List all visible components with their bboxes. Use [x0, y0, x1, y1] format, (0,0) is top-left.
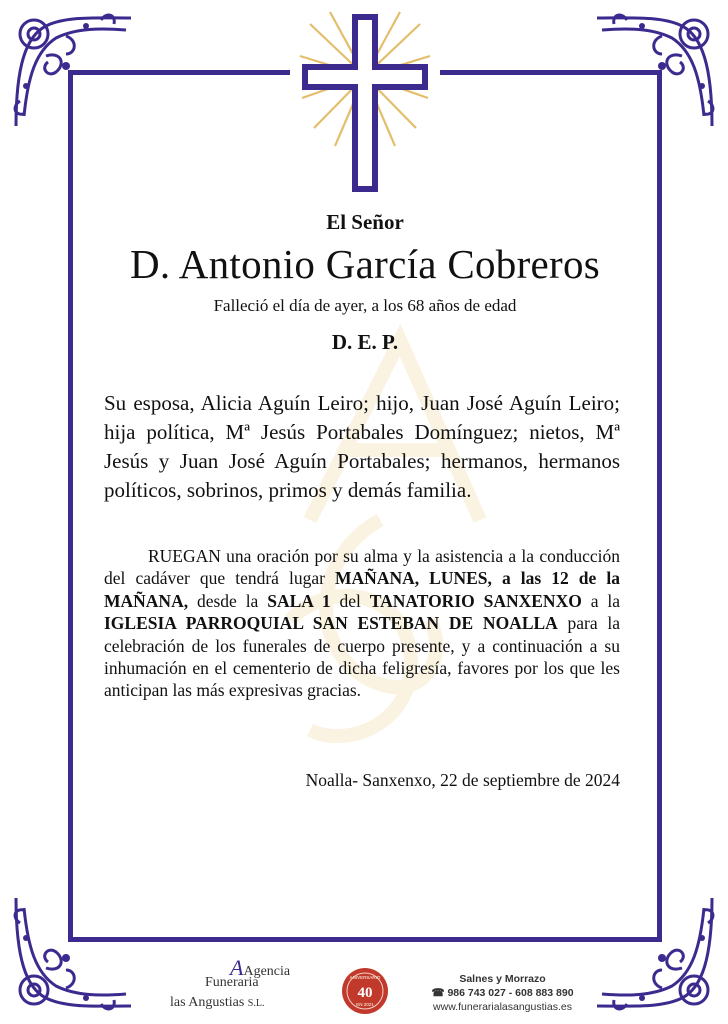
seal-icon: [340, 966, 390, 1016]
title-prefix: El Señor: [326, 210, 404, 234]
death-notice: Falleció el día de ayer, a los 68 años de edad: [213, 296, 517, 315]
contact-website[interactable]: www.funerarialasangustias.es: [433, 1001, 572, 1013]
logo-line-2: Funeraria: [205, 975, 259, 990]
ruegan-text-4: a la: [581, 590, 620, 611]
seal-number: 40: [357, 985, 373, 1001]
ruegan-bold-sala: SALA 1: [267, 590, 331, 611]
place-date: Noalla- Sanxenxo, 22 de septiembre de 2024: [305, 770, 620, 790]
corner-ornament-top-right: [592, 6, 722, 136]
cross-emblem: [290, 6, 440, 196]
cross-icon: [290, 6, 440, 196]
ruegan-bold-iglesia: IGLESIA PARROQUIAL SAN ESTEBAN DE NOALLA: [104, 613, 558, 634]
corner-ornament-bottom-right: [592, 888, 722, 1018]
ruegan-text-2: desde la: [188, 590, 268, 611]
logo-suffix: S.L.: [247, 998, 265, 1009]
funeral-agency-logo: AAgencia Funeraria las Angustias S.L.: [170, 955, 291, 1010]
ruegan-paragraph: [104, 545, 620, 702]
ruegan-text-1: RUEGAN una oración por su alma y la asistencia a la conducción del cadáver que tendrá lugar: [104, 546, 620, 589]
ruegan-bold-time: MAÑANA, LUNES, a las 12 de la MAÑANA,: [104, 568, 620, 611]
contact-block: [410, 973, 595, 1013]
ruegan-bold-tanatorio: TANATORIO SANXENXO: [369, 590, 582, 611]
ruegan-text-5: para la celebración de los funerales de cuerpo presente, y a continuación a su inhumación en el cementerio de dicha feligresía, favores por los que les anticipan las más expresivas gracias.: [104, 613, 620, 701]
phone-icon: ☎: [431, 987, 448, 999]
seal-bottom-text: EN 2021: [356, 1002, 374, 1007]
seal-top-text: ANIVERSARIO: [349, 975, 381, 980]
family-paragraph: Su esposa, Alicia Aguín Leiro; hijo, Juan José Aguín Leiro; hija política, Mª Jesús Portabales Domínguez; nietos, Mª Jesús y Juan José Aguín Portabales; hermanos, hermanos políticos, sobrinos, primos y demás familia.: [104, 391, 620, 502]
logo-line-3: las Angustias: [170, 995, 245, 1010]
corner-ornament-top-left: [6, 6, 136, 136]
dep-label: D. E. P.: [331, 330, 399, 354]
corner-ornament-bottom-left: [6, 888, 136, 1018]
deceased-name: D. Antonio García Cobreros: [129, 241, 601, 287]
contact-phones: 986 743 027 - 608 883 890: [447, 987, 574, 999]
logo-line-1: Agencia: [243, 964, 291, 979]
contact-region: Salnes y Morrazo: [459, 973, 546, 985]
ruegan-text-3: del: [330, 590, 370, 611]
